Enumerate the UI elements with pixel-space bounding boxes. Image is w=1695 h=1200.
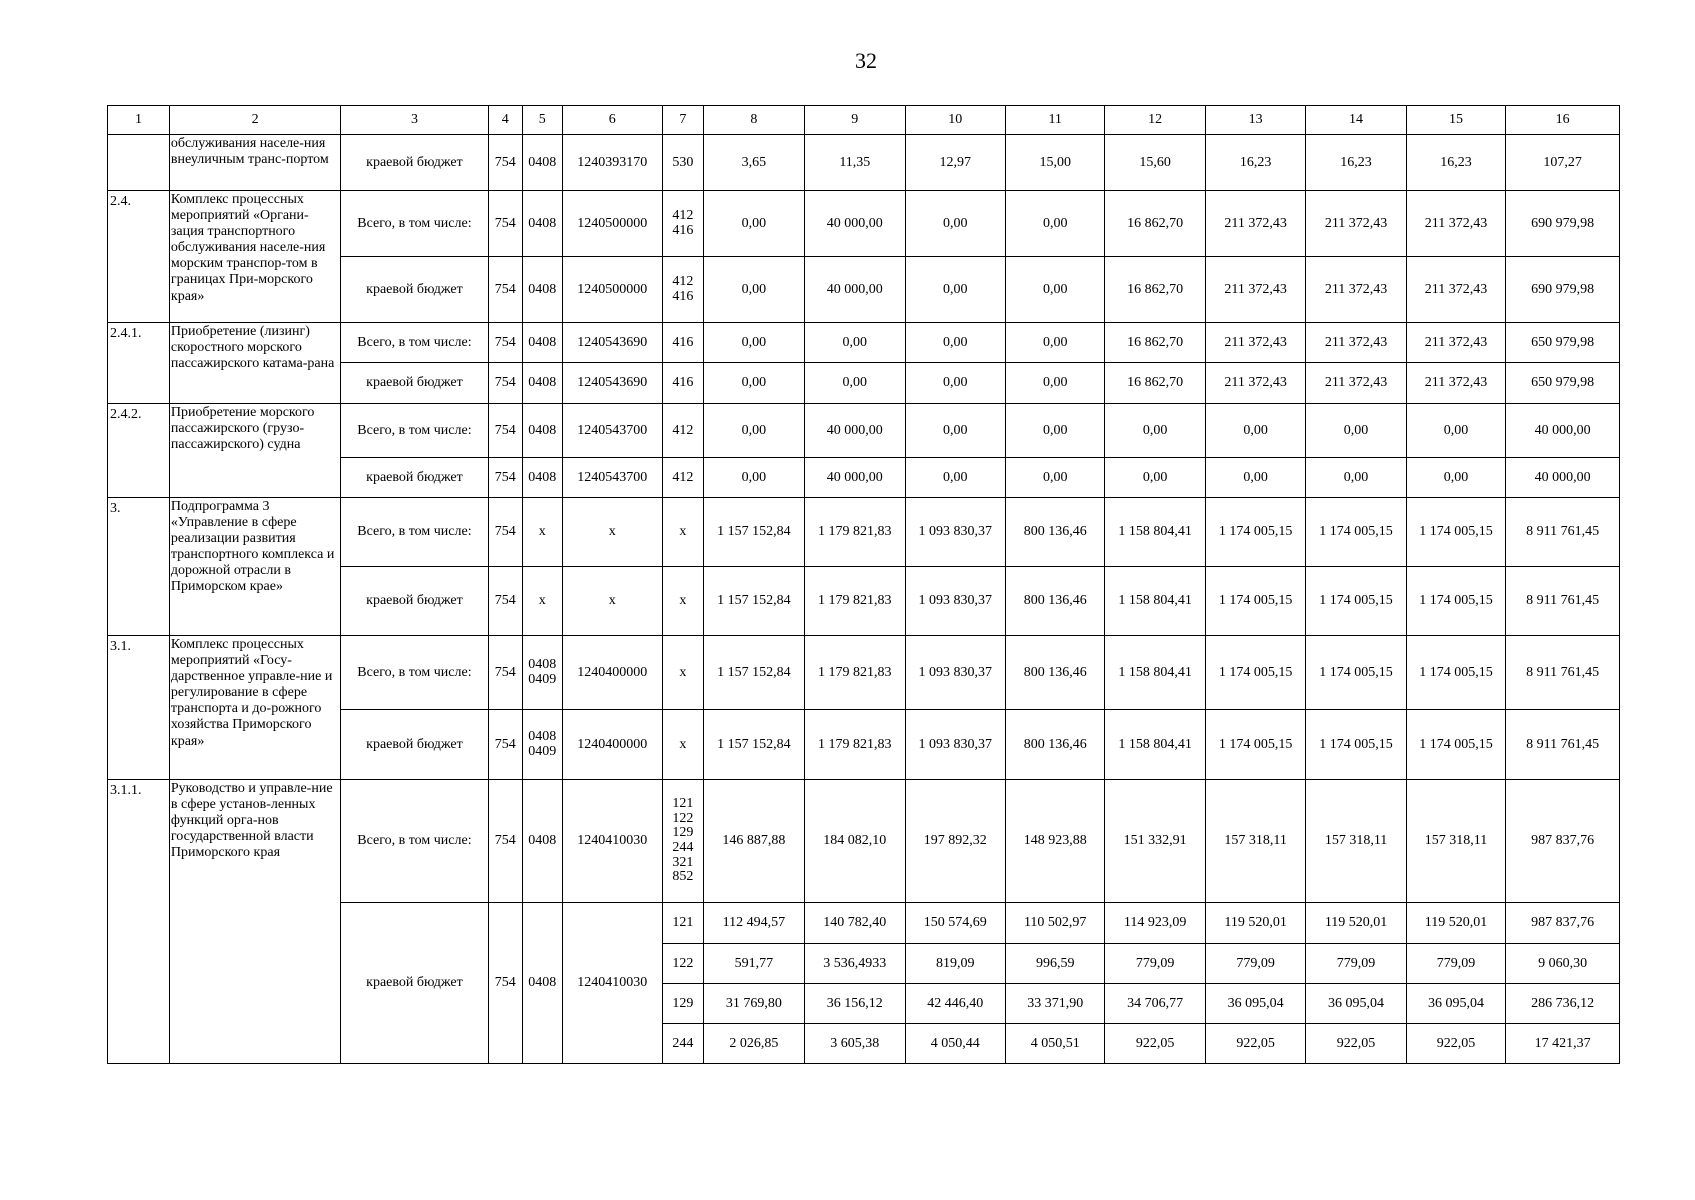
amount-cell: 140 782,40 (805, 903, 905, 944)
amount-cell: 40 000,00 (1506, 458, 1620, 498)
amount-cell: 211 372,43 (1306, 191, 1406, 257)
funding-source: краевой бюджет (341, 710, 488, 780)
column-number: 10 (905, 106, 1005, 135)
column-number: 11 (1005, 106, 1104, 135)
target-article-code: x (562, 498, 662, 567)
amount-cell: 211 372,43 (1306, 257, 1406, 323)
amount-cell: 1 157 152,84 (703, 636, 804, 710)
expense-type-code: x (663, 710, 704, 780)
amount-cell: 157 318,11 (1306, 780, 1406, 903)
expense-type-code-line: 122 (672, 810, 694, 826)
amount-cell: 16,23 (1406, 135, 1505, 191)
amount-cell: 690 979,98 (1506, 257, 1620, 323)
table-row (108, 191, 1620, 257)
amount-cell: 112 494,57 (703, 903, 804, 944)
funding-source: Всего, в том числе: (341, 191, 488, 257)
amount-cell: 1 179 821,83 (805, 498, 905, 567)
amount-cell: 211 372,43 (1205, 257, 1305, 323)
section-code-line: 0408 (528, 656, 557, 672)
item-name: Приобретение (лизинг) скоростного морского пассажирского катама-рана (169, 323, 340, 404)
amount-cell: 146 887,88 (703, 780, 804, 903)
amount-cell: 0,00 (703, 323, 804, 363)
target-article-code: x (562, 567, 662, 636)
amount-cell: 0,00 (905, 323, 1005, 363)
amount-cell: 987 837,76 (1506, 780, 1620, 903)
amount-cell: 779,09 (1105, 944, 1205, 984)
amount-cell: 12,97 (905, 135, 1005, 191)
amount-cell: 4 050,44 (905, 1024, 1005, 1064)
amount-cell: 0,00 (703, 458, 804, 498)
grbs-code: 754 (488, 567, 523, 636)
target-article-code: 1240500000 (562, 191, 662, 257)
amount-cell: 15,60 (1105, 135, 1205, 191)
item-index (108, 135, 170, 191)
item-name: обслуживания населе-ния внеуличным транс-портом (169, 135, 340, 191)
amount-cell: 0,00 (1105, 458, 1205, 498)
amount-cell: 0,00 (905, 257, 1005, 323)
amount-cell: 40 000,00 (805, 191, 905, 257)
grbs-code: 754 (488, 363, 523, 404)
amount-cell: 0,00 (1205, 458, 1305, 498)
expense-type-code-line: 321 (672, 854, 694, 870)
expense-type-code-line: 244 (672, 840, 694, 855)
funding-source: Всего, в том числе: (341, 636, 488, 710)
amount-cell: 1 174 005,15 (1306, 567, 1406, 636)
amount-cell: 16,23 (1205, 135, 1305, 191)
funding-source: Всего, в том числе: (341, 498, 488, 567)
expense-type-code-line: 121 (672, 795, 694, 811)
column-number: 2 (169, 106, 340, 135)
column-number: 15 (1406, 106, 1505, 135)
amount-cell: 33 371,90 (1005, 984, 1104, 1024)
expense-type-code: 416 (663, 323, 704, 363)
section-code-line: 0409 (528, 743, 557, 759)
amount-cell: 151 332,91 (1105, 780, 1205, 903)
amount-cell: 1 174 005,15 (1306, 636, 1406, 710)
section-code: 0408 (523, 257, 563, 323)
amount-cell: 119 520,01 (1406, 903, 1505, 944)
expense-type-code-line: 416 (672, 222, 694, 238)
table-row (108, 636, 1620, 710)
amount-cell: 36 095,04 (1306, 984, 1406, 1024)
amount-cell: 11,35 (805, 135, 905, 191)
amount-cell: 110 502,97 (1005, 903, 1104, 944)
grbs-code: 754 (488, 458, 523, 498)
column-number: 8 (703, 106, 804, 135)
amount-cell: 1 157 152,84 (703, 710, 804, 780)
amount-cell: 1 174 005,15 (1306, 710, 1406, 780)
amount-cell: 800 136,46 (1005, 636, 1104, 710)
column-number: 1 (108, 106, 170, 135)
item-index: 3.1. (108, 636, 170, 780)
amount-cell: 107,27 (1506, 135, 1620, 191)
amount-cell: 40 000,00 (805, 458, 905, 498)
expense-type-code: x (663, 498, 704, 567)
table-row (108, 404, 1620, 458)
section-code: x (523, 498, 563, 567)
amount-cell: 16 862,70 (1105, 363, 1205, 404)
table-row (108, 135, 1620, 191)
section-code: 0408 (523, 404, 563, 458)
header-row (108, 106, 1620, 135)
amount-cell: 0,00 (805, 323, 905, 363)
amount-cell: 8 911 761,45 (1506, 636, 1620, 710)
amount-cell: 0,00 (905, 404, 1005, 458)
amount-cell: 211 372,43 (1406, 363, 1505, 404)
amount-cell: 3 536,4933 (805, 944, 905, 984)
expense-type-code (663, 780, 704, 903)
amount-cell: 1 174 005,15 (1205, 710, 1305, 780)
column-number: 6 (562, 106, 662, 135)
amount-cell: 0,00 (1406, 404, 1505, 458)
amount-cell: 1 179 821,83 (805, 567, 905, 636)
expense-type-code: 122 (663, 944, 704, 984)
grbs-code: 754 (488, 257, 523, 323)
section-code-line: 0409 (528, 671, 557, 687)
amount-cell: 1 157 152,84 (703, 567, 804, 636)
amount-cell: 34 706,77 (1105, 984, 1205, 1024)
amount-cell: 211 372,43 (1205, 363, 1305, 404)
amount-cell: 40 000,00 (805, 404, 905, 458)
section-code: 0408 (523, 780, 563, 903)
amount-cell: 16 862,70 (1105, 323, 1205, 363)
expense-type-code: 416 (663, 363, 704, 404)
table-row (108, 780, 1620, 903)
expense-type-code: 412 (663, 458, 704, 498)
item-name: Подпрограмма 3 «Управление в сфере реализации развития транспортного комплекса и дорожной отрасли в Приморском крае» (169, 498, 340, 636)
column-number: 9 (805, 106, 905, 135)
expense-type-code: 412 (663, 404, 704, 458)
table-row (108, 323, 1620, 363)
grbs-code: 754 (488, 498, 523, 567)
amount-cell: 779,09 (1406, 944, 1505, 984)
amount-cell: 800 136,46 (1005, 498, 1104, 567)
funding-source: краевой бюджет (341, 458, 488, 498)
section-code: 0408 (523, 135, 563, 191)
amount-cell: 114 923,09 (1105, 903, 1205, 944)
column-number: 14 (1306, 106, 1406, 135)
funding-source: Всего, в том числе: (341, 780, 488, 903)
amount-cell: 119 520,01 (1205, 903, 1305, 944)
amount-cell: 0,00 (1005, 363, 1104, 404)
amount-cell: 800 136,46 (1005, 567, 1104, 636)
amount-cell: 0,00 (905, 191, 1005, 257)
section-code: x (523, 567, 563, 636)
grbs-code: 754 (488, 135, 523, 191)
grbs-code: 754 (488, 710, 523, 780)
expense-type-code (663, 257, 704, 323)
target-article-code: 1240543690 (562, 323, 662, 363)
column-number: 12 (1105, 106, 1205, 135)
item-index: 2.4.1. (108, 323, 170, 404)
amount-cell: 1 174 005,15 (1205, 498, 1305, 567)
amount-cell: 8 911 761,45 (1506, 710, 1620, 780)
amount-cell: 1 093 830,37 (905, 710, 1005, 780)
amount-cell: 3 605,38 (805, 1024, 905, 1064)
amount-cell: 157 318,11 (1406, 780, 1505, 903)
amount-cell: 184 082,10 (805, 780, 905, 903)
amount-cell: 0,00 (1005, 458, 1104, 498)
grbs-code: 754 (488, 636, 523, 710)
amount-cell: 0,00 (703, 404, 804, 458)
amount-cell: 0,00 (1105, 404, 1205, 458)
grbs-code: 754 (488, 780, 523, 903)
amount-cell: 819,09 (905, 944, 1005, 984)
expense-type-code-line: 129 (672, 825, 694, 841)
item-name: Руководство и управле-ние в сфере установ-ленных функций орга-нов государственной власти Приморского края (169, 780, 340, 1064)
amount-cell: 16,23 (1306, 135, 1406, 191)
target-article-code: 1240400000 (562, 710, 662, 780)
page-number: 32 (855, 48, 877, 73)
section-code: 0408 (523, 458, 563, 498)
amount-cell: 1 093 830,37 (905, 636, 1005, 710)
amount-cell: 36 095,04 (1205, 984, 1305, 1024)
amount-cell: 1 158 804,41 (1105, 710, 1205, 780)
amount-cell: 16 862,70 (1105, 191, 1205, 257)
amount-cell: 0,00 (1306, 458, 1406, 498)
amount-cell: 1 174 005,15 (1406, 498, 1505, 567)
table-row (108, 498, 1620, 567)
amount-cell: 800 136,46 (1005, 710, 1104, 780)
amount-cell: 1 158 804,41 (1105, 498, 1205, 567)
amount-cell: 1 179 821,83 (805, 710, 905, 780)
amount-cell: 211 372,43 (1306, 323, 1406, 363)
amount-cell: 922,05 (1406, 1024, 1505, 1064)
target-article-code: 1240400000 (562, 636, 662, 710)
section-code: 0408 (523, 323, 563, 363)
funding-source: краевой бюджет (341, 363, 488, 404)
expense-type-code: 129 (663, 984, 704, 1024)
grbs-code: 754 (488, 903, 523, 1064)
amount-cell: 779,09 (1205, 944, 1305, 984)
expense-type-code-line: 852 (672, 869, 694, 885)
amount-cell: 1 093 830,37 (905, 498, 1005, 567)
amount-cell: 211 372,43 (1406, 257, 1505, 323)
amount-cell: 1 158 804,41 (1105, 636, 1205, 710)
section-code (523, 636, 563, 710)
grbs-code: 754 (488, 191, 523, 257)
item-index: 2.4.2. (108, 404, 170, 498)
amount-cell: 779,09 (1306, 944, 1406, 984)
amount-cell: 197 892,32 (905, 780, 1005, 903)
amount-cell: 119 520,01 (1306, 903, 1406, 944)
amount-cell: 591,77 (703, 944, 804, 984)
grbs-code: 754 (488, 404, 523, 458)
amount-cell: 16 862,70 (1105, 257, 1205, 323)
amount-cell: 0,00 (805, 363, 905, 404)
amount-cell: 0,00 (1005, 191, 1104, 257)
section-code: 0408 (523, 363, 563, 404)
amount-cell: 211 372,43 (1306, 363, 1406, 404)
amount-cell: 1 174 005,15 (1406, 636, 1505, 710)
item-index: 2.4. (108, 191, 170, 323)
section-code (523, 710, 563, 780)
amount-cell: 1 158 804,41 (1105, 567, 1205, 636)
amount-cell: 0,00 (703, 191, 804, 257)
amount-cell: 922,05 (1105, 1024, 1205, 1064)
section-code: 0408 (523, 191, 563, 257)
funding-source: краевой бюджет (341, 257, 488, 323)
amount-cell: 9 060,30 (1506, 944, 1620, 984)
target-article-code: 1240410030 (562, 780, 662, 903)
amount-cell: 0,00 (1306, 404, 1406, 458)
amount-cell: 1 174 005,15 (1406, 567, 1505, 636)
amount-cell: 40 000,00 (805, 257, 905, 323)
target-article-code: 1240393170 (562, 135, 662, 191)
expense-type-code: 121 (663, 903, 704, 944)
amount-cell: 1 174 005,15 (1406, 710, 1505, 780)
amount-cell: 36 095,04 (1406, 984, 1505, 1024)
amount-cell: 8 911 761,45 (1506, 567, 1620, 636)
amount-cell: 0,00 (905, 458, 1005, 498)
funding-source: краевой бюджет (341, 903, 488, 1064)
target-article-code: 1240500000 (562, 257, 662, 323)
funding-source: краевой бюджет (341, 135, 488, 191)
amount-cell: 650 979,98 (1506, 363, 1620, 404)
expense-type-code-line: 412 (672, 207, 694, 223)
expense-type-code: x (663, 567, 704, 636)
amount-cell: 4 050,51 (1005, 1024, 1104, 1064)
expense-type-code-line: 412 (672, 273, 694, 289)
section-code: 0408 (523, 903, 563, 1064)
amount-cell: 996,59 (1005, 944, 1104, 984)
target-article-code: 1240410030 (562, 903, 662, 1064)
amount-cell: 0,00 (703, 257, 804, 323)
amount-cell: 2 026,85 (703, 1024, 804, 1064)
amount-cell: 922,05 (1205, 1024, 1305, 1064)
amount-cell: 150 574,69 (905, 903, 1005, 944)
target-article-code: 1240543690 (562, 363, 662, 404)
column-number: 13 (1205, 106, 1305, 135)
item-name: Комплекс процессных мероприятий «Органи-зация транспортного обслуживания населе-ния морским транспор-том в границах При-морского края» (169, 191, 340, 323)
amount-cell: 211 372,43 (1205, 323, 1305, 363)
item-name: Приобретение морского пассажирского (грузо-пассажирского) судна (169, 404, 340, 498)
amount-cell: 40 000,00 (1506, 404, 1620, 458)
column-number: 16 (1506, 106, 1620, 135)
amount-cell: 1 174 005,15 (1205, 567, 1305, 636)
amount-cell: 1 174 005,15 (1306, 498, 1406, 567)
amount-cell: 211 372,43 (1406, 323, 1505, 363)
amount-cell: 17 421,37 (1506, 1024, 1620, 1064)
expense-type-code: x (663, 636, 704, 710)
column-number: 4 (488, 106, 523, 135)
funding-source: Всего, в том числе: (341, 323, 488, 363)
amount-cell: 15,00 (1005, 135, 1104, 191)
amount-cell: 650 979,98 (1506, 323, 1620, 363)
amount-cell: 0,00 (1005, 323, 1104, 363)
amount-cell: 0,00 (1406, 458, 1505, 498)
amount-cell: 0,00 (1205, 404, 1305, 458)
amount-cell: 148 923,88 (1005, 780, 1104, 903)
amount-cell: 3,65 (703, 135, 804, 191)
amount-cell: 0,00 (905, 363, 1005, 404)
expense-type-code (663, 191, 704, 257)
item-index: 3. (108, 498, 170, 636)
amount-cell: 690 979,98 (1506, 191, 1620, 257)
section-code-line: 0408 (528, 728, 557, 744)
amount-cell: 42 446,40 (905, 984, 1005, 1024)
amount-cell: 987 837,76 (1506, 903, 1620, 944)
amount-cell: 8 911 761,45 (1506, 498, 1620, 567)
expense-type-code-line: 416 (672, 288, 694, 304)
amount-cell: 1 174 005,15 (1205, 636, 1305, 710)
amount-cell: 0,00 (703, 363, 804, 404)
amount-cell: 0,00 (1005, 257, 1104, 323)
amount-cell: 211 372,43 (1205, 191, 1305, 257)
amount-cell: 157 318,11 (1205, 780, 1305, 903)
funding-source: Всего, в том числе: (341, 404, 488, 458)
column-number: 3 (341, 106, 488, 135)
target-article-code: 1240543700 (562, 458, 662, 498)
expense-type-code: 530 (663, 135, 704, 191)
item-index: 3.1.1. (108, 780, 170, 1064)
amount-cell: 36 156,12 (805, 984, 905, 1024)
item-name: Комплекс процессных мероприятий «Госу-дарственное управле-ние и регулирование в сфере транспорта и до-рожного хозяйства Приморского края» (169, 636, 340, 780)
amount-cell: 1 093 830,37 (905, 567, 1005, 636)
amount-cell: 922,05 (1306, 1024, 1406, 1064)
amount-cell: 286 736,12 (1506, 984, 1620, 1024)
amount-cell: 31 769,80 (703, 984, 804, 1024)
column-number: 7 (663, 106, 704, 135)
budget-table (107, 105, 1620, 1064)
amount-cell: 1 157 152,84 (703, 498, 804, 567)
column-number: 5 (523, 106, 563, 135)
amount-cell: 1 179 821,83 (805, 636, 905, 710)
grbs-code: 754 (488, 323, 523, 363)
funding-source: краевой бюджет (341, 567, 488, 636)
amount-cell: 0,00 (1005, 404, 1104, 458)
target-article-code: 1240543700 (562, 404, 662, 458)
amount-cell: 211 372,43 (1406, 191, 1505, 257)
expense-type-code: 244 (663, 1024, 704, 1064)
